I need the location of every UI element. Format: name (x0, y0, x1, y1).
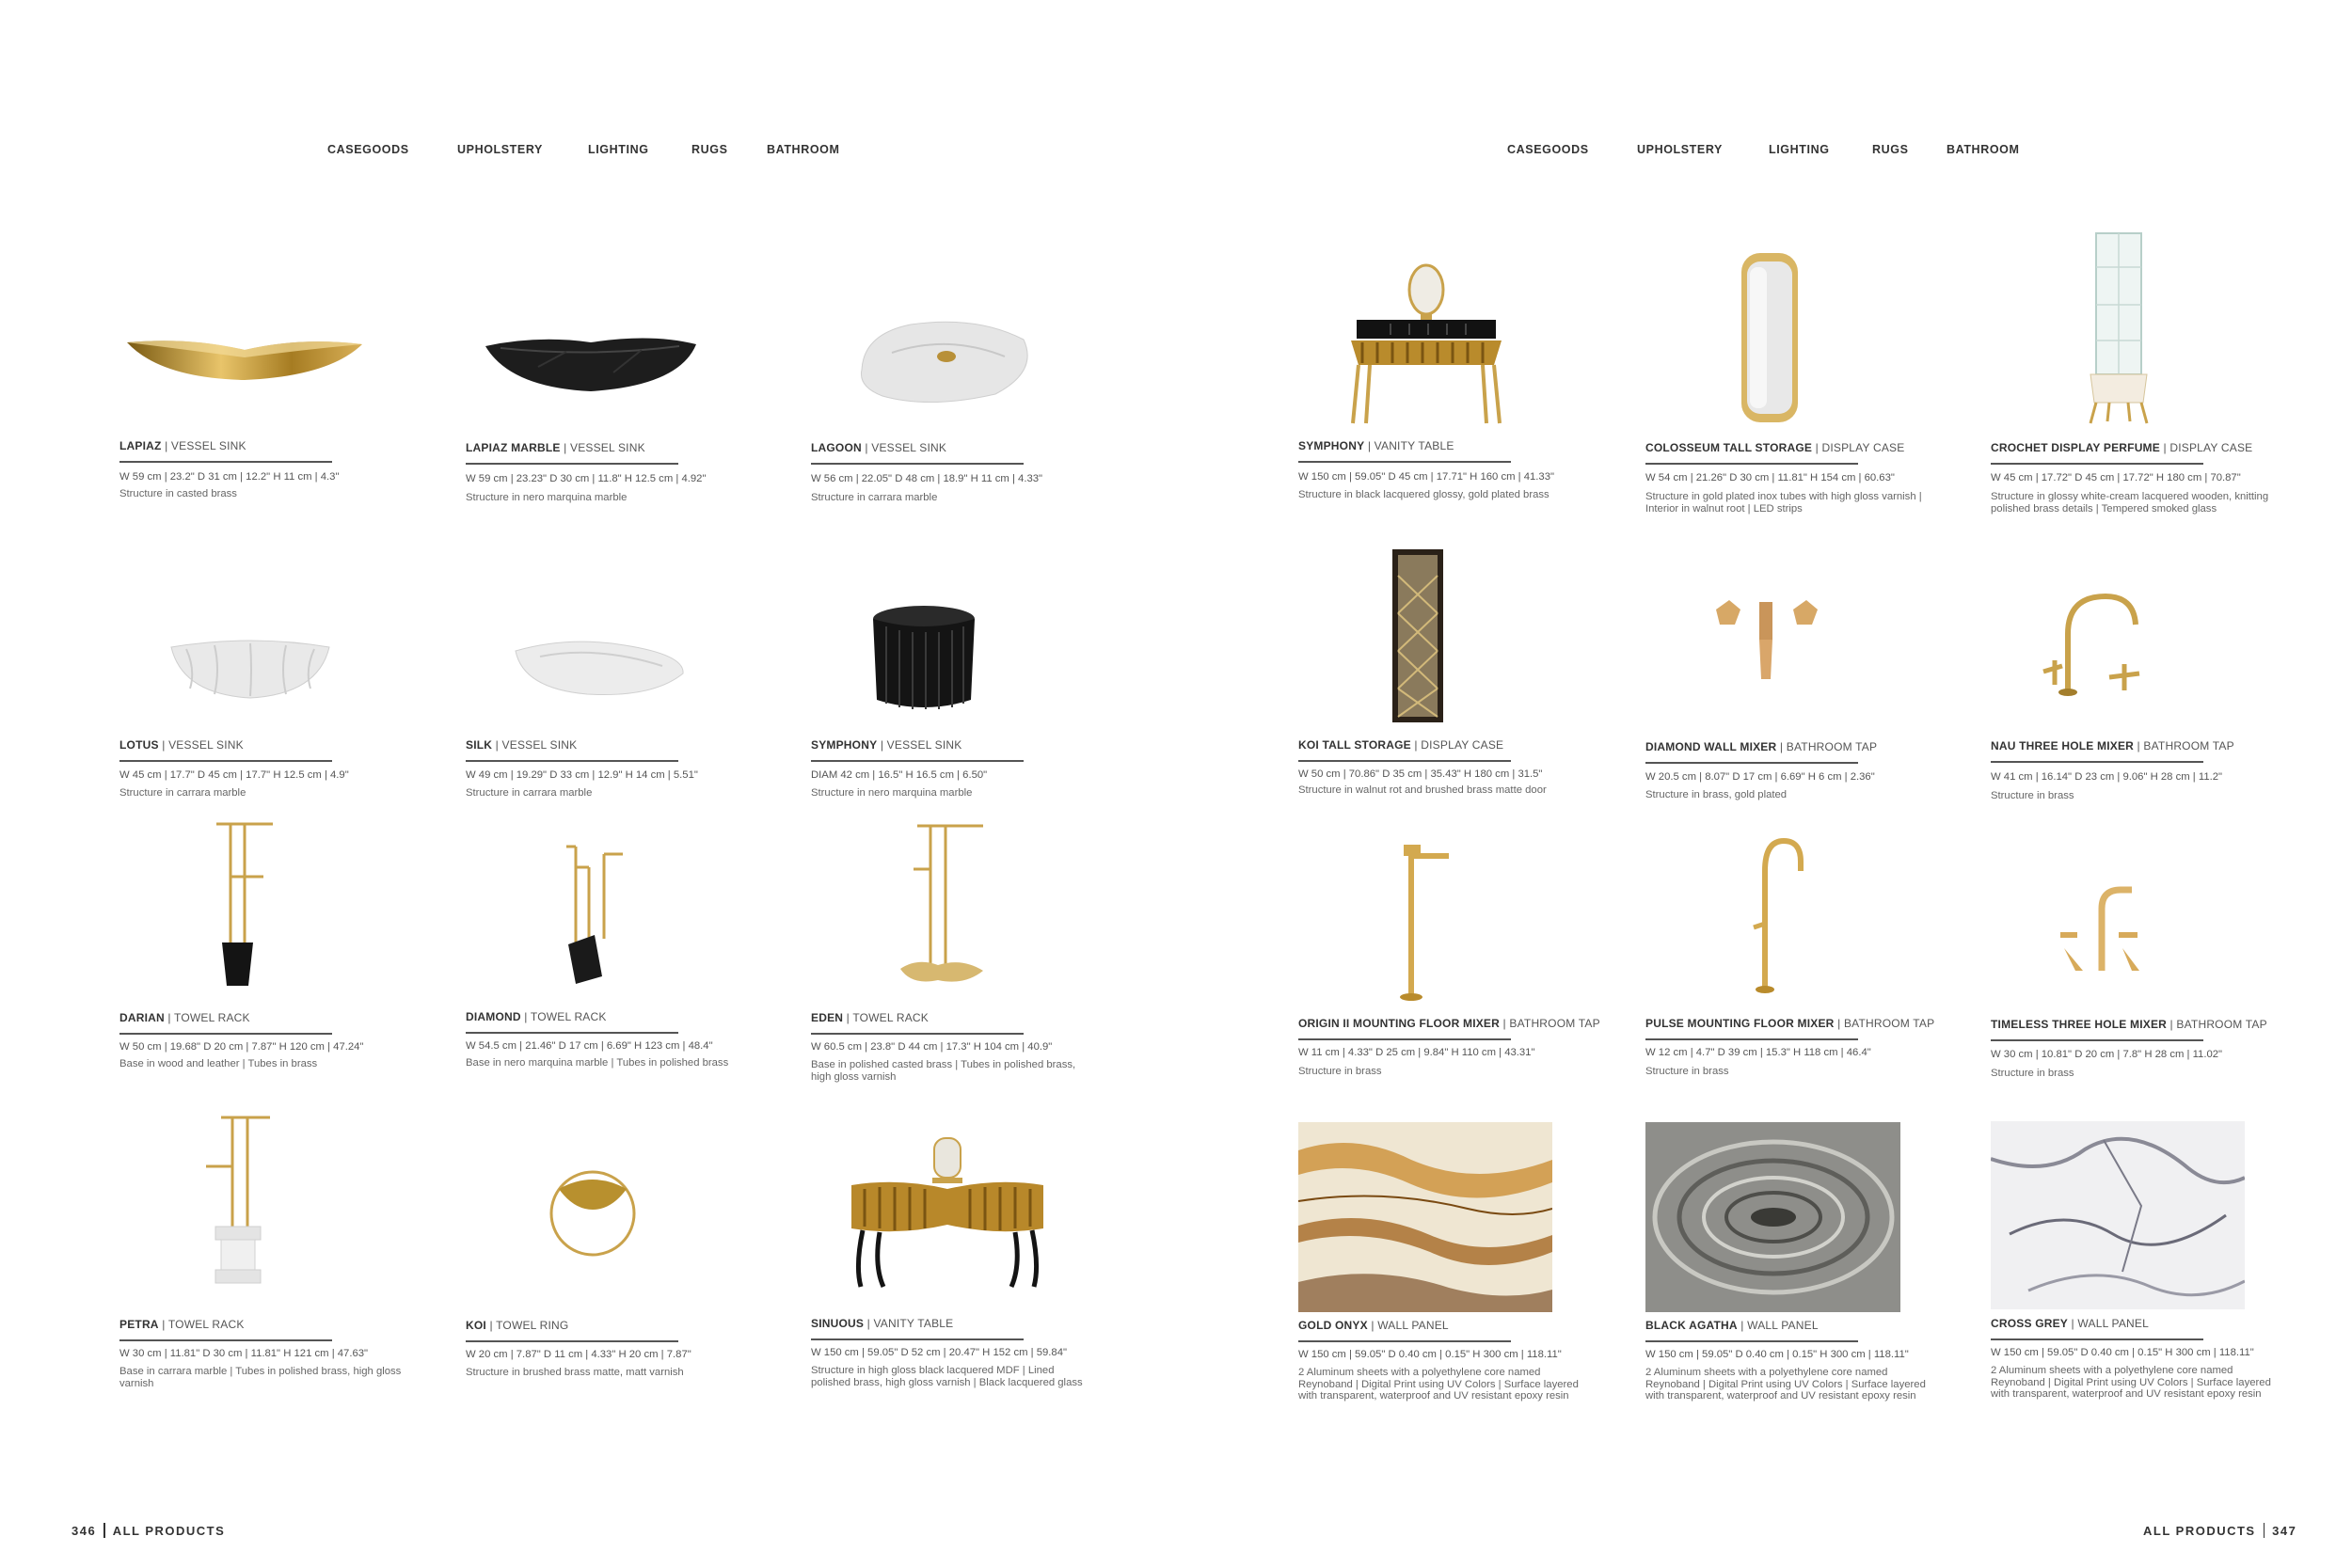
divider (1991, 1338, 2203, 1340)
wall-mixer-icon (1710, 596, 1823, 683)
divider (119, 1339, 332, 1341)
product-name: LOTUS | VESSEL SINK (119, 738, 244, 752)
black-agatha-panel-icon (1645, 1122, 1900, 1312)
product-name: PETRA | TOWEL RACK (119, 1318, 245, 1331)
product-name: ORIGIN II MOUNTING FLOOR MIXER | BATHROOM TAP (1298, 1017, 1600, 1030)
product-desc: Base in nero marquina marble | Tubes in polished brass (466, 1057, 729, 1069)
product-desc: Structure in casted brass (119, 488, 237, 499)
nav-casegoods[interactable]: CASEGOODS (327, 143, 409, 156)
divider (119, 1033, 332, 1035)
product-desc: Base in carrara marble | Tubes in polished brass, high gloss varnish (119, 1366, 402, 1389)
product-dims: W 30 cm | 11.81" D 30 cm | 11.81" H 121 cm | 47.63" (119, 1348, 369, 1359)
product-dims: W 30 cm | 10.81" D 20 cm | 7.8" H 28 cm | 11.02" (1991, 1049, 2223, 1060)
towel-rack-icon (548, 826, 632, 986)
towel-rack-icon (193, 1110, 278, 1289)
product-desc: Structure in nero marquina marble (466, 492, 628, 503)
divider (811, 1338, 1024, 1340)
white-marble-sink-icon (854, 315, 1039, 409)
product-dims: W 150 cm | 59.05" D 52 cm | 20.47" H 152 cm | 59.84" (811, 1347, 1068, 1358)
divider (119, 760, 332, 762)
divider (811, 760, 1024, 762)
product-dims: W 150 cm | 59.05" D 0.40 cm | 0.15" H 300 cm | 118.11" (1298, 1349, 1562, 1360)
nav-rugs[interactable]: RUGS (1872, 143, 1909, 156)
product-desc: Structure in brushed brass matte, matt varnish (466, 1367, 684, 1378)
product-desc: Structure in glossy white-cream lacquered wooden, knitting polished brass details | Tempered smoked glass (1991, 491, 2269, 515)
product-dims: W 59 cm | 23.23" D 30 cm | 11.8" H 12.5 cm | 4.92" (466, 473, 707, 484)
divider (1298, 1038, 1511, 1040)
footer-left (72, 1523, 225, 1538)
product-desc: Structure in brass (1298, 1066, 1382, 1077)
divider (1645, 463, 1858, 465)
product-name: KOI | TOWEL RING (466, 1319, 569, 1332)
divider (1645, 1038, 1858, 1040)
divider (1298, 461, 1511, 463)
product-dims: W 41 cm | 16.14" D 23 cm | 9.06" H 28 cm | 11.2" (1991, 771, 2223, 783)
nav-bathroom[interactable]: BATHROOM (767, 143, 840, 156)
product-desc: Base in polished casted brass | Tubes in polished brass, high gloss varnish (811, 1059, 1076, 1083)
nav-bathroom[interactable]: BATHROOM (1947, 143, 2020, 156)
product-dims: W 150 cm | 59.05" D 45 cm | 17.71" H 160 cm | 41.33" (1298, 471, 1555, 483)
product-name: SILK | VESSEL SINK (466, 738, 578, 752)
product-name: SYMPHONY | VANITY TABLE (1298, 439, 1454, 452)
product-dims: W 50 cm | 70.86" D 35 cm | 35.43" H 180 cm | 31.5" (1298, 768, 1543, 780)
product-dims: W 20.5 cm | 8.07" D 17 cm | 6.69" H 6 cm | 2.36" (1645, 771, 1875, 783)
product-desc: Structure in gold plated inox tubes with high gloss varnish | Interior in walnut root | LED strips (1645, 491, 1922, 515)
divider (1645, 762, 1858, 764)
product-dims: W 50 cm | 19.68" D 20 cm | 7.87" H 120 cm | 47.24" (119, 1041, 364, 1053)
divider (466, 760, 678, 762)
gold-onyx-panel-icon (1298, 1122, 1552, 1312)
vanity-table-icon (842, 1134, 1053, 1294)
divider (1645, 1340, 1858, 1342)
divider (466, 1340, 678, 1342)
product-name: COLOSSEUM TALL STORAGE | DISPLAY CASE (1645, 441, 1905, 454)
product-dims: W 59 cm | 23.2" D 31 cm | 12.2" H 11 cm | 4.3" (119, 471, 340, 483)
page-number: 347 (2272, 1523, 2297, 1538)
tall-cabinet-icon (1391, 547, 1445, 724)
product-name: SINUOUS | VANITY TABLE (811, 1317, 954, 1330)
product-dims: W 45 cm | 17.72" D 45 cm | 17.72" H 180 cm | 70.87" (1991, 472, 2241, 483)
white-marble-sink-icon (167, 632, 333, 702)
nav-upholstery[interactable]: UPHOLSTERY (457, 143, 543, 156)
nav-lighting[interactable]: LIGHTING (588, 143, 649, 156)
divider (811, 463, 1024, 465)
product-dims: W 150 cm | 59.05" D 0.40 cm | 0.15" H 300 cm | 118.11" (1645, 1349, 1909, 1360)
product-name: CROCHET DISPLAY PERFUME | DISPLAY CASE (1991, 441, 2253, 454)
divider (1991, 1039, 2203, 1041)
mirror-cabinet-icon (1739, 250, 1801, 425)
product-name: DIAMOND | TOWEL RACK (466, 1010, 607, 1023)
product-desc: Structure in walnut rot and brushed brass matte door (1298, 784, 1547, 796)
nav-upholstery[interactable]: UPHOLSTERY (1637, 143, 1723, 156)
product-desc: Structure in brass (1991, 1068, 2074, 1079)
divider (1298, 760, 1511, 762)
product-dims: W 54 cm | 21.26" D 30 cm | 11.81" H 154 cm | 60.63" (1645, 472, 1895, 483)
product-dims: W 49 cm | 19.29" D 33 cm | 12.9" H 14 cm | 5.51" (466, 769, 698, 781)
product-name: EDEN | TOWEL RACK (811, 1011, 929, 1024)
product-dims: W 56 cm | 22.05" D 48 cm | 18.9" H 11 cm | 4.33" (811, 473, 1043, 484)
floor-mixer-icon (1383, 837, 1458, 1003)
product-dims: DIAM 42 cm | 16.5" H 16.5 cm | 6.50" (811, 769, 988, 781)
divider (1298, 1340, 1511, 1342)
product-desc: Structure in carrara marble (119, 787, 246, 799)
product-dims: W 20 cm | 7.87" D 11 cm | 4.33" H 20 cm | 7.87" (466, 1349, 691, 1360)
product-name: BLACK AGATHA | WALL PANEL (1645, 1319, 1819, 1332)
product-name: PULSE MOUNTING FLOOR MIXER | BATHROOM TAP (1645, 1017, 1935, 1030)
product-dims: W 60.5 cm | 23.8" D 44 cm | 17.3" H 104 cm | 40.9" (811, 1041, 1053, 1053)
footer-right (2143, 1523, 2296, 1538)
product-desc: Structure in brass (1645, 1066, 1729, 1077)
footer-separator (2264, 1523, 2265, 1538)
product-desc: 2 Aluminum sheets with a polyethylene core named Reynoband | Digital Print using UV Colors | Surface layered with transparent, waterproof and UV resistant epoxy resin (1645, 1367, 1926, 1402)
product-desc: Base in wood and leather | Tubes in brass (119, 1058, 318, 1069)
footer-separator (103, 1523, 105, 1538)
white-marble-sink-icon (512, 632, 687, 700)
floor-mixer-curved-icon (1740, 833, 1806, 993)
product-name: LAGOON | VESSEL SINK (811, 441, 947, 454)
product-desc: Structure in carrara marble (466, 787, 593, 799)
footer-label: ALL PRODUCTS (112, 1523, 226, 1538)
nav-right (1507, 143, 2031, 156)
nav-lighting[interactable]: LIGHTING (1769, 143, 1830, 156)
product-name: CROSS GREY | WALL PANEL (1991, 1317, 2149, 1330)
towel-rack-icon (198, 820, 282, 990)
divider (119, 461, 332, 463)
product-dims: W 45 cm | 17.7" D 45 cm | 17.7" H 12.5 cm | 4.9" (119, 769, 349, 781)
product-desc: 2 Aluminum sheets with a polyethylene core named Reynoband | Digital Print using UV Colors | Surface layered with transparent, waterproof and UV resistant epoxy resin (1298, 1367, 1579, 1402)
product-dims: W 54.5 cm | 21.46" D 17 cm | 6.69" H 123 cm | 48.4" (466, 1040, 713, 1052)
page-number: 346 (72, 1523, 97, 1538)
three-hole-tap-icon (2030, 587, 2158, 700)
black-marble-sink-icon (482, 329, 700, 397)
divider (466, 1032, 678, 1034)
product-name: LAPIAZ MARBLE | VESSEL SINK (466, 441, 645, 454)
product-desc: Structure in carrara marble (811, 492, 938, 503)
product-name: KOI TALL STORAGE | DISPLAY CASE (1298, 738, 1504, 752)
towel-rack-icon (889, 820, 993, 988)
divider (1991, 463, 2203, 465)
black-round-sink-icon (869, 602, 978, 717)
nav-left (327, 143, 851, 156)
product-desc: Structure in brass, gold plated (1645, 789, 1788, 800)
divider (466, 463, 678, 465)
divider (811, 1033, 1024, 1035)
product-name: DIAMOND WALL MIXER | BATHROOM TAP (1645, 740, 1878, 753)
gold-vessel-sink-icon (122, 329, 367, 386)
product-name: LAPIAZ | VESSEL SINK (119, 439, 246, 452)
footer-label: ALL PRODUCTS (2143, 1523, 2256, 1538)
product-desc: Structure in brass (1991, 790, 2074, 801)
product-dims: W 11 cm | 4.33" D 25 cm | 9.84" H 110 cm | 43.31" (1298, 1047, 1535, 1058)
product-dims: W 12 cm | 4.7" D 39 cm | 15.3" H 118 cm | 46.4" (1645, 1047, 1871, 1058)
product-name: DARIAN | TOWEL RACK (119, 1011, 250, 1024)
glass-display-case-icon (2083, 230, 2154, 427)
divider (1991, 761, 2203, 763)
product-name: GOLD ONYX | WALL PANEL (1298, 1319, 1449, 1332)
cross-grey-panel-icon (1991, 1121, 2245, 1309)
towel-ring-icon (546, 1161, 640, 1262)
product-desc: Structure in black lacquered glossy, gold plated brass (1298, 489, 1549, 500)
product-name: NAU THREE HOLE MIXER | BATHROOM TAP (1991, 739, 2234, 752)
product-name: TIMELESS THREE HOLE MIXER | BATHROOM TAP (1991, 1018, 2267, 1031)
vanity-table-icon (1334, 261, 1518, 427)
three-hole-tap-icon (2051, 882, 2154, 976)
nav-rugs[interactable]: RUGS (691, 143, 728, 156)
nav-casegoods[interactable]: CASEGOODS (1507, 143, 1589, 156)
product-dims: W 150 cm | 59.05" D 0.40 cm | 0.15" H 300 cm | 118.11" (1991, 1347, 2254, 1358)
product-desc: Structure in nero marquina marble (811, 787, 973, 799)
product-name: SYMPHONY | VESSEL SINK (811, 738, 962, 752)
product-desc: Structure in high gloss black lacquered MDF | Lined polished brass, high gloss varnish | Black lacquered glass (811, 1365, 1083, 1388)
product-desc: 2 Aluminum sheets with a polyethylene core named Reynoband | Digital Print using UV Colors | Surface layered with transparent, waterproof and UV resistant epoxy resin (1991, 1365, 2271, 1400)
